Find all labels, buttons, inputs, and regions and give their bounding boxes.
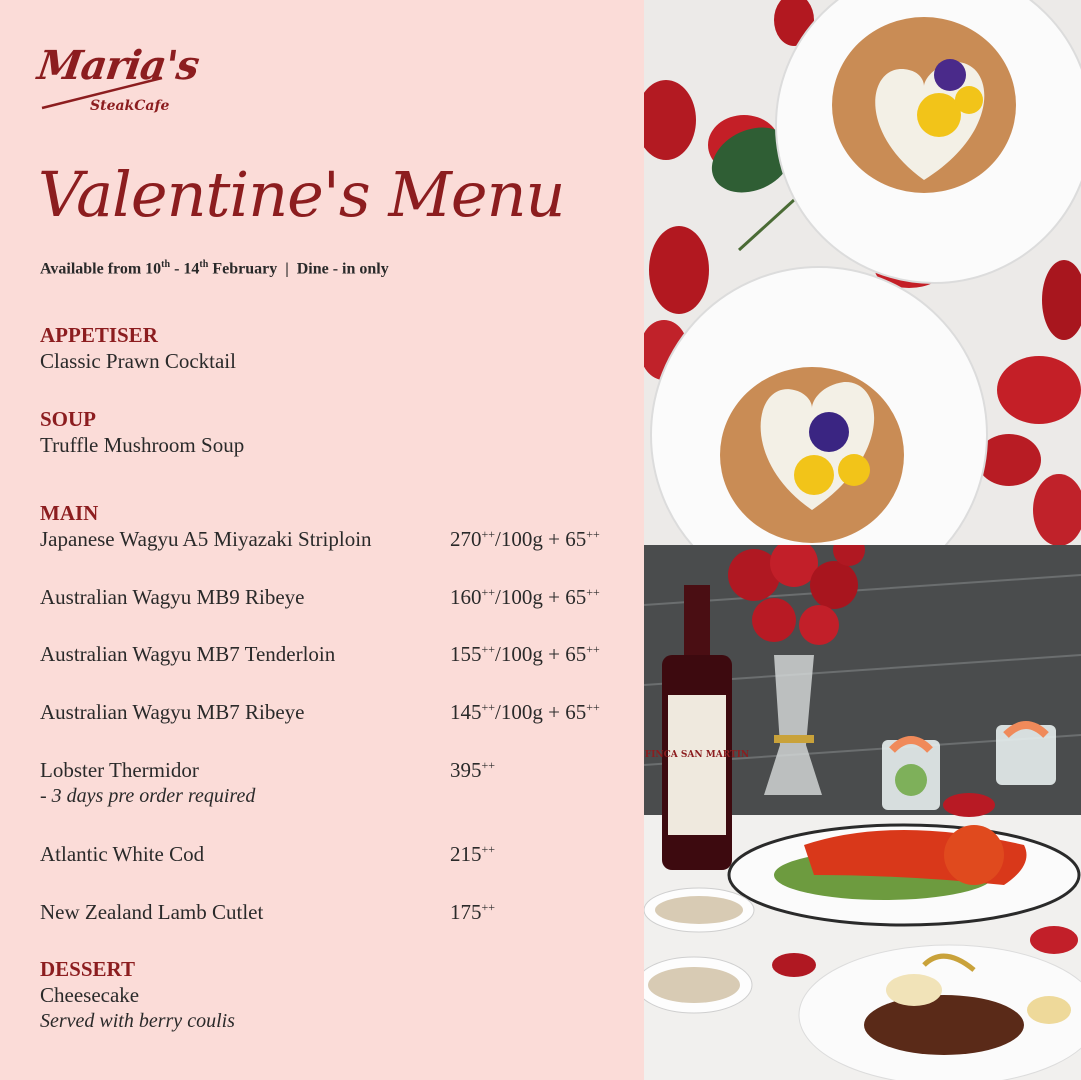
rose-petal: [649, 226, 709, 314]
price-value: 395: [450, 758, 482, 782]
price-value: 270: [450, 527, 482, 551]
menu-item: Truffle Mushroom Soup: [40, 433, 245, 457]
page-title: Valentine's Menu: [38, 158, 565, 231]
photo-cheesecake: [644, 0, 1081, 545]
section-soup: [40, 406, 244, 458]
availability-text: [40, 259, 389, 278]
price-sup: ++: [586, 700, 600, 714]
section-dessert: [40, 956, 235, 1034]
menu-item-name: Atlantic White Cod: [40, 842, 205, 866]
menu-item: Cheesecake: [40, 983, 140, 1007]
dinner-table-photo-icon: [644, 545, 1081, 1080]
price-value: 160: [450, 585, 482, 609]
price-sup: ++: [586, 642, 600, 656]
menu-item-price: [450, 641, 600, 667]
menu-item-price: [450, 841, 495, 867]
section-heading: APPETISER: [40, 323, 158, 347]
menu-item: Classic Prawn Cocktail: [40, 349, 236, 373]
menu-item-name: Australian Wagyu MB9 Ribeye: [40, 585, 305, 609]
availability-mid: - 14: [170, 260, 200, 278]
menu-item-name: Australian Wagyu MB7 Tenderloin: [40, 642, 336, 666]
rose: [810, 561, 858, 609]
price-sup: ++: [481, 842, 496, 856]
menu-item-price: [450, 699, 600, 725]
rose-petal: [772, 953, 816, 977]
logo: [34, 42, 202, 122]
pansy-flower: [917, 93, 961, 137]
menu-item-price: [450, 899, 495, 925]
photo-dinner-table: [644, 545, 1081, 1080]
price-sup: ++: [481, 700, 496, 714]
pansy-flower: [838, 454, 870, 486]
menu-item-name: Australian Wagyu MB7 Ribeye: [40, 700, 305, 724]
salad: [895, 764, 927, 796]
section-heading: MAIN: [40, 501, 99, 525]
mashed-potato: [886, 974, 942, 1006]
wine-label-text: FINCA SAN MARTIN: [644, 750, 750, 760]
menu-item-note: Served with berry coulis: [40, 1010, 235, 1032]
logo-brand: Maria's: [34, 42, 202, 89]
price-unit: /100g + 65: [495, 527, 587, 551]
section-main: [40, 500, 98, 526]
price-sup: ++: [586, 527, 600, 541]
sauce-dish: [1027, 996, 1071, 1024]
cheesecake-photo-icon: [644, 0, 1081, 545]
logo-sub: SteakCafe: [90, 98, 170, 114]
rose: [752, 598, 796, 642]
price-value: 155: [450, 642, 482, 666]
price-sup: ++: [481, 527, 496, 541]
pansy-flower: [809, 412, 849, 452]
price-unit: /100g + 65: [495, 642, 587, 666]
vase-ribbon: [774, 735, 814, 743]
wine-bottle-neck: [684, 585, 710, 665]
price-sup: ++: [481, 900, 496, 914]
pansy-flower: [794, 455, 834, 495]
menu-item-name: Lobster Thermidor: [40, 758, 199, 782]
price-sup: ++: [586, 585, 600, 599]
price-unit: /100g + 65: [495, 585, 587, 609]
section-appetiser: [40, 322, 236, 374]
price-value: 145: [450, 700, 482, 724]
section-heading: SOUP: [40, 407, 97, 431]
menu-item-name: New Zealand Lamb Cutlet: [40, 900, 264, 924]
price-value: 215: [450, 842, 482, 866]
menu-item-price: [450, 584, 600, 610]
pansy-flower: [934, 59, 966, 91]
menu-item-price: [450, 757, 495, 783]
menu-item-name: Japanese Wagyu A5 Miyazaki Striploin: [40, 527, 372, 551]
menu-item-price: [450, 526, 600, 552]
wine-label: [668, 695, 726, 835]
rose-petal: [943, 793, 995, 817]
mushroom-soup: [648, 967, 740, 1003]
rose-petal: [1030, 926, 1078, 954]
menu-item-note: - 3 days pre order required: [40, 785, 256, 807]
rose: [799, 605, 839, 645]
mushroom-soup: [655, 896, 743, 924]
price-sup: ++: [481, 585, 496, 599]
price-sup: ++: [481, 758, 496, 772]
availability-sup2: th: [199, 259, 209, 270]
availability-suffix: February | Dine - in only: [208, 260, 389, 278]
availability-prefix: Available from 10: [40, 260, 162, 278]
steak: [864, 995, 1024, 1055]
availability-sup1: th: [161, 259, 171, 270]
price-sup: ++: [481, 642, 496, 656]
price-value: 175: [450, 900, 482, 924]
pansy-flower: [955, 86, 983, 114]
section-heading: DESSERT: [40, 957, 135, 981]
lobster-claw: [944, 825, 1004, 885]
price-unit: /100g + 65: [495, 700, 587, 724]
rose-petal: [997, 356, 1081, 424]
